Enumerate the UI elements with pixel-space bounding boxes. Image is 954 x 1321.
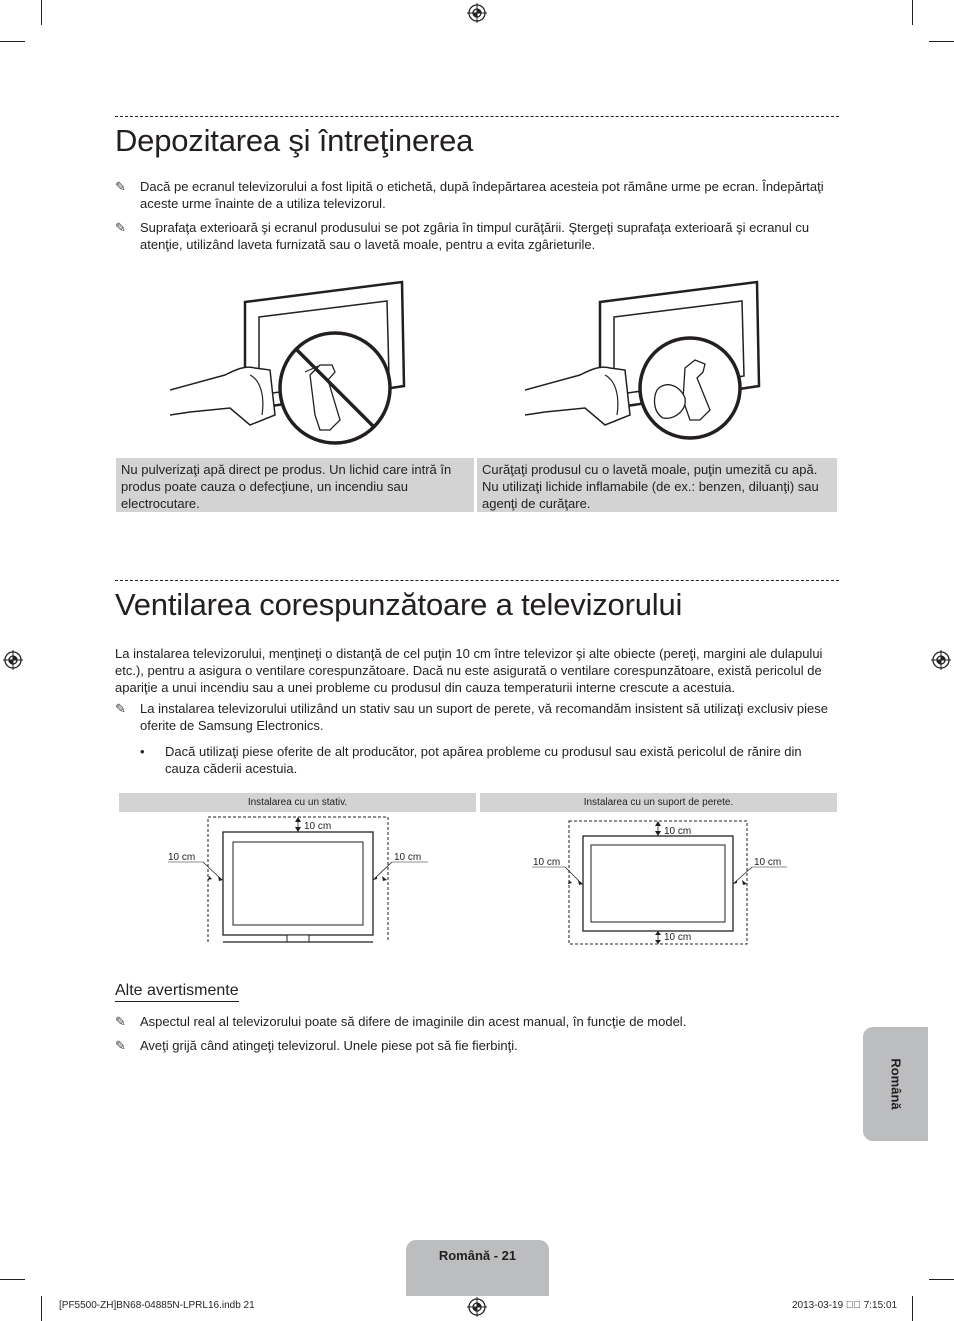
wall-installation-diagram — [525, 815, 795, 950]
note-samsung-parts — [115, 700, 835, 734]
page-number-label: Română - 21 — [438, 1248, 517, 1263]
footer-file-info: [PF5500-ZH]BN68-04885N-LPRL16.indb 21 — [59, 1300, 255, 1311]
subheading-other-warnings: Alte avertismente — [115, 982, 239, 1002]
section-title-ventilation: Ventilarea corespunzătoare a televizorului — [115, 587, 683, 622]
distance-label-top: 10 cm — [304, 821, 332, 832]
pencil-note-icon: ✎ — [115, 1038, 126, 1053]
crop-mark — [41, 1296, 42, 1321]
note-text: Aveţi grijă când atingeţi televizorul. Unele piese pot să fie fierbinţi. — [140, 1038, 518, 1053]
bullet-text: Dacă utilizaţi piese oferite de alt producător, pot apărea probleme cu produsul sau există pericolul de rănire din cauza căderii acestuia. — [165, 744, 802, 776]
bullet-icon: • — [140, 744, 145, 759]
caption-clean-cloth: Curăţaţi produsul cu o lavetă moale, puţin umezită cu apă. Nu utilizaţi lichide inflamabile (de ex.: benzen, diluanţi) sau agenţi de curăţare. — [477, 458, 837, 512]
ventilation-paragraph: La instalarea televizorului, menţineţi o distanţă de cel puţin 10 cm între televizor şi alte obiecte (pereţi, margini ale dulapului etc.), pentru a asigura o ventilare corespunzătoare. Dacă nu este asigurată o ventilare corespunzătoare, există pericolul de apariţie a unui incendiu sau a unei probleme cu produsul din cauza temperaturii interne crescute a acestuia. — [115, 646, 823, 695]
note-scratch — [115, 219, 835, 253]
clean-cloth-illustration — [525, 280, 765, 445]
distance-label-right: 10 cm — [394, 852, 422, 863]
language-side-tab-label: Română — [888, 1058, 903, 1110]
section-divider — [115, 580, 839, 581]
stand-installation-diagram — [160, 812, 440, 947]
section-divider — [115, 116, 839, 117]
section-title-storage: Depozitarea şi întreţinerea — [115, 123, 474, 158]
note-text: La instalarea televizorului utilizând un stativ sau un suport de perete, vă recomandăm insistent să utilizaţi exclusiv piese oferite de Samsung Electronics. — [140, 701, 828, 733]
crop-mark — [912, 0, 913, 25]
crop-mark — [929, 1279, 954, 1280]
distance-label-bottom: 10 cm — [664, 932, 692, 943]
distance-label-top: 10 cm — [664, 826, 692, 837]
registration-mark-icon — [3, 650, 23, 670]
note-text: Dacă pe ecranul televizorului a fost lipită o etichetă, după îndepărtarea acesteia pot rămâne urme pe ecran. Îndepărtaţi aceste urme înainte de a utiliza televizorul. — [140, 179, 824, 211]
note-appearance — [115, 1013, 835, 1030]
registration-mark-icon — [467, 1297, 487, 1317]
diagram-header-stand: Instalarea cu un stativ. — [119, 793, 476, 812]
pencil-note-icon: ✎ — [115, 179, 126, 194]
diagram-header-wall: Instalarea cu un suport de perete. — [480, 793, 837, 812]
note-text: Suprafaţa exterioară şi ecranul produsului se pot zgâria în timpul curăţării. Ştergeţi suprafaţa exterioară şi ecranul cu atenţie, utilizând laveta furnizată sau o lavetă moale, pentru a evita zgârieturile. — [140, 220, 810, 252]
distance-label-right: 10 cm — [754, 857, 782, 868]
crop-mark — [41, 0, 42, 25]
language-side-tab — [863, 1027, 928, 1141]
footer-timestamp: 2013-03-19 ￿￿ 7:15:01 — [792, 1300, 898, 1311]
crop-mark — [0, 1279, 25, 1280]
page-number-tab — [406, 1240, 549, 1296]
registration-mark-icon — [467, 3, 487, 23]
distance-label-left: 10 cm — [533, 857, 561, 868]
crop-mark — [912, 1296, 913, 1321]
note-text: Aspectul real al televizorului poate să difere de imaginile din acest manual, în funcţie de model. — [140, 1014, 687, 1029]
no-spray-illustration — [170, 280, 410, 445]
note-sticker — [115, 178, 835, 212]
note-hot-parts — [115, 1037, 835, 1054]
crop-mark — [929, 41, 954, 42]
crop-mark — [0, 41, 25, 42]
pencil-note-icon: ✎ — [115, 1014, 126, 1029]
distance-label-left: 10 cm — [168, 852, 196, 863]
pencil-note-icon: ✎ — [115, 220, 126, 235]
pencil-note-icon: ✎ — [115, 701, 126, 716]
registration-mark-icon — [931, 650, 951, 670]
bullet-other-parts — [140, 743, 835, 777]
caption-no-spray: Nu pulverizaţi apă direct pe produs. Un lichid care intră în produs poate cauza o defecţiune, un incendiu sau electrocutare. — [116, 458, 474, 512]
